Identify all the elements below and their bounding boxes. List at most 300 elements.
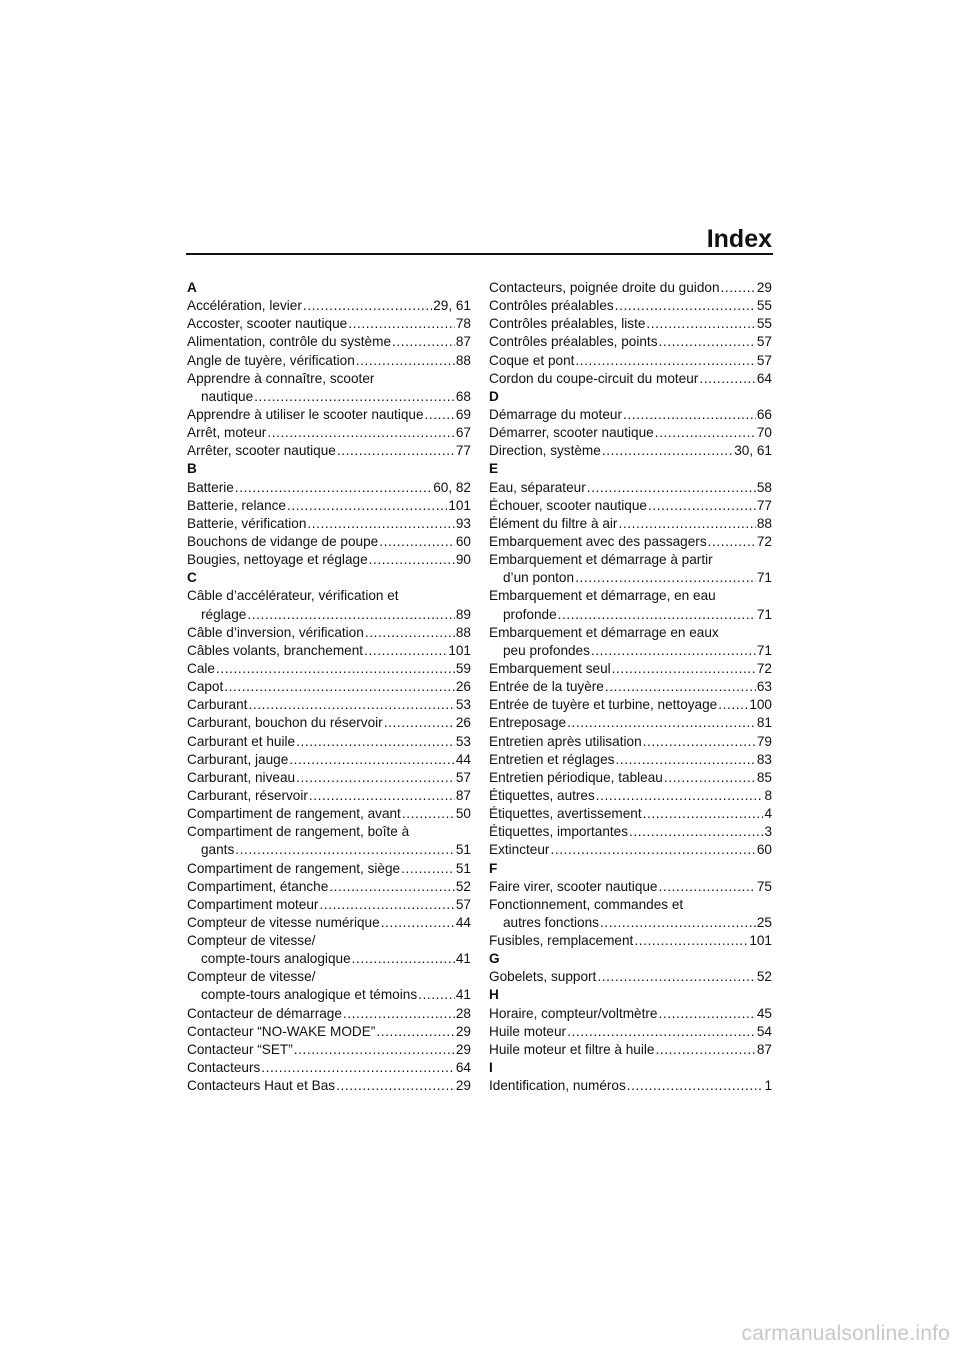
index-entry-label: Câble d’accélérateur, vérification et: [187, 588, 399, 604]
index-entry-label: réglage: [201, 606, 247, 622]
index-entry-label: Carburant, jauge: [187, 751, 289, 767]
index-letter-heading: E: [489, 461, 499, 477]
index-entry-pages: 52: [756, 969, 772, 985]
index-entry: [187, 714, 471, 732]
index-entry-label: Faire virer, scooter nautique: [489, 878, 658, 894]
index-entry-pages: 59: [455, 660, 471, 676]
index-entry-pages: 52: [455, 878, 471, 894]
dot-leader: [247, 606, 455, 624]
dot-leader: [364, 642, 447, 660]
index-entry-pages: 64: [455, 1060, 471, 1076]
index-entry-pages: 90: [455, 552, 471, 568]
dot-leader: [629, 823, 763, 841]
index-entry-pages: 51: [455, 842, 471, 858]
index-entry: [187, 878, 471, 896]
index-entry: [187, 823, 471, 859]
dot-leader: [348, 315, 455, 333]
index-entry: [489, 497, 772, 515]
index-entry-pages: 53: [455, 733, 471, 749]
index-entry-label: Apprendre à connaître, scooter: [187, 370, 375, 386]
dot-leader: [402, 805, 455, 823]
dot-leader: [356, 352, 455, 370]
index-entry-pages: 30, 61: [734, 443, 772, 459]
index-entry: [187, 696, 471, 714]
dot-leader: [567, 1023, 756, 1041]
dot-leader: [336, 1077, 455, 1095]
dot-leader: [294, 1041, 455, 1059]
index-letter-heading: I: [489, 1060, 493, 1076]
index-entry-label: Embarquement et démarrage, en eau: [489, 588, 716, 604]
dot-leader: [718, 696, 748, 714]
dot-leader: [591, 642, 756, 660]
index-entry: [489, 333, 772, 351]
dot-leader: [296, 769, 455, 787]
index-entry-label: Compartiment de rangement, siège: [187, 860, 401, 876]
index-entry-label: Batterie, relance: [187, 497, 286, 513]
index-entry: [187, 1041, 471, 1059]
index-entry-pages: 101: [749, 933, 772, 949]
index-entry: [187, 624, 471, 642]
index-entry-pages: 60, 82: [433, 479, 471, 495]
index-entry: [187, 1059, 471, 1077]
index-entry-pages: 79: [756, 733, 772, 749]
index-entry-label: Horaire, compteur/voltmètre: [489, 1005, 658, 1021]
index-entry: [489, 805, 772, 823]
index-entry: [489, 1077, 772, 1095]
dot-leader: [379, 533, 455, 551]
dot-leader: [329, 878, 455, 896]
index-entry-pages: 57: [756, 334, 772, 350]
index-entry-label: Compartiment, étanche: [187, 878, 329, 894]
index-entry-pages: 51: [455, 860, 471, 876]
index-entry-label: d’un ponton: [503, 570, 575, 586]
index-entry-pages: 71: [756, 606, 772, 622]
index-entry-pages: 29, 61: [433, 298, 471, 314]
index-entry: [489, 841, 772, 859]
dot-leader: [708, 533, 756, 551]
index-entry: [187, 315, 471, 333]
index-entry: [489, 624, 772, 660]
index-entry-pages: 87: [455, 334, 471, 350]
index-entry-label: Câble d’inversion, vérification: [187, 624, 364, 640]
dot-leader: [567, 714, 756, 732]
index-entry-label: Compartiment de rangement, boîte à: [187, 824, 410, 840]
index-entry-label: Fusibles, remplacement: [489, 933, 634, 949]
dot-leader: [627, 1077, 764, 1095]
index-entry-label: Contacteurs: [187, 1060, 261, 1076]
index-entry-pages: 26: [455, 679, 471, 695]
index-entry-label: Cordon du coupe-circuit du moteur: [489, 370, 699, 386]
index-entry-label: Batterie, vérification: [187, 515, 307, 531]
index-entry-label: Compartiment de rangement, avant: [187, 806, 401, 822]
index-entry: [489, 696, 772, 714]
index-entry-label: Échouer, scooter nautique: [489, 497, 647, 513]
index-letter-heading: G: [489, 951, 500, 967]
index-entry-label: Carburant et huile: [187, 733, 296, 749]
index-entry-label: Compartiment moteur: [187, 896, 319, 912]
index-entry: [187, 406, 471, 424]
index-entry: [489, 660, 772, 678]
index-entry: [489, 769, 772, 787]
dot-leader: [634, 932, 748, 950]
index-entry-pages: 77: [756, 497, 772, 513]
dot-leader: [618, 515, 755, 533]
index-entry-pages: 57: [455, 769, 471, 785]
dot-leader: [392, 333, 455, 351]
index-entry: [489, 932, 772, 950]
index-entry: [489, 424, 772, 442]
index-entry: [187, 352, 471, 370]
index-entry-pages: 50: [455, 806, 471, 822]
index-entry-label: Compteur de vitesse/: [187, 933, 316, 949]
index-entry-pages: 81: [756, 715, 772, 731]
index-entry: [187, 805, 471, 823]
index-entry-pages: 4: [764, 806, 772, 822]
index-entry-label: Contacteur “NO-WAKE MODE”: [187, 1023, 376, 1039]
dot-leader: [224, 678, 455, 696]
index-entry: [489, 297, 772, 315]
index-entry-label: autres fonctions: [503, 914, 599, 930]
dot-leader: [365, 624, 455, 642]
index-entry: [489, 533, 772, 551]
index-letter-heading: A: [187, 280, 197, 295]
index-entry-pages: 72: [756, 533, 772, 549]
index-entry-label: Contrôles préalables, liste: [489, 316, 646, 332]
index-entry-pages: 41: [455, 951, 471, 967]
index-entry-pages: 71: [756, 642, 772, 658]
index-entry-label: Arrêt, moteur: [187, 425, 267, 441]
index-entry-pages: 100: [749, 697, 772, 713]
index-entry: [187, 1023, 471, 1041]
index-letter-heading: D: [489, 388, 499, 404]
index-entry-label: Coque et pont: [489, 352, 575, 368]
dot-leader: [623, 406, 756, 424]
index-entry-pages: 25: [756, 914, 772, 930]
index-entry-pages: 53: [455, 697, 471, 713]
dot-leader: [235, 479, 432, 497]
index-entry-pages: 63: [756, 679, 772, 695]
index-entry: [187, 587, 471, 623]
index-entry: [187, 333, 471, 351]
index-entry-label: nautique: [201, 388, 254, 404]
index-column-right: [489, 279, 772, 1095]
index-entry-pages: 85: [756, 769, 772, 785]
index-entry-label: gants: [201, 842, 235, 858]
dot-leader: [287, 497, 447, 515]
index-entry-label: Bougies, nettoyage et réglage: [187, 552, 368, 568]
dot-leader: [216, 660, 455, 678]
index-entry-label: Contacteur “SET”: [187, 1041, 293, 1057]
index-entry-pages: 71: [756, 570, 772, 586]
index-entry-pages: 28: [455, 1005, 471, 1021]
dot-leader: [309, 787, 455, 805]
dot-leader: [369, 551, 455, 569]
index-entry-pages: 55: [756, 298, 772, 314]
index-entry: [187, 896, 471, 914]
index-entry: [187, 860, 471, 878]
index-entry-pages: 29: [756, 280, 772, 295]
index-letter-heading: H: [489, 987, 499, 1003]
index-entry-label: Entretien et réglages: [489, 751, 615, 767]
index-entry-label: Entretien après utilisation: [489, 733, 642, 749]
index-entry-label: Bouchons de vidange de poupe: [187, 533, 379, 549]
dot-leader: [721, 279, 756, 297]
index-entry: [187, 297, 471, 315]
index-entry-label: Démarrer, scooter nautique: [489, 425, 654, 441]
dot-leader: [659, 333, 756, 351]
dot-leader: [648, 497, 756, 515]
index-entry-label: Étiquettes, avertissement: [489, 806, 642, 822]
index-entry-label: Entrée de la tuyère: [489, 679, 604, 695]
index-entry: [489, 515, 772, 533]
index-entry: [489, 751, 772, 769]
dot-leader: [296, 733, 455, 751]
dot-leader: [352, 950, 455, 968]
dot-leader: [699, 370, 756, 388]
index-entry-pages: 70: [756, 425, 772, 441]
dot-leader: [261, 1059, 455, 1077]
index-entry: [489, 878, 772, 896]
index-entry: [489, 370, 772, 388]
index-entry-label: Huile moteur: [489, 1023, 567, 1039]
dot-leader: [587, 479, 756, 497]
index-entry-pages: 41: [455, 987, 471, 1003]
index-entry: [489, 1041, 772, 1059]
index-entry-pages: 8: [764, 787, 772, 803]
index-entry-label: Embarquement et démarrage en eaux: [489, 624, 719, 640]
dot-leader: [558, 606, 756, 624]
dot-leader: [615, 751, 755, 769]
index-entry-label: Gobelets, support: [489, 969, 597, 985]
index-entry-label: Cale: [187, 660, 215, 676]
index-entry-label: Apprendre à utiliser le scooter nautique: [187, 406, 424, 422]
index-entry-pages: 66: [756, 406, 772, 422]
index-entry: [489, 1023, 772, 1041]
index-entry: [489, 587, 772, 623]
dot-leader: [664, 769, 756, 787]
index-entry-label: Eau, séparateur: [489, 479, 586, 495]
index-entry-label: Carburant, réservoir: [187, 787, 308, 803]
watermark: carmanualsonline.info: [741, 1322, 950, 1345]
index-entry: [489, 479, 772, 497]
index-entry: [187, 424, 471, 442]
index-entry-pages: 26: [455, 715, 471, 731]
index-entry-pages: 54: [756, 1023, 772, 1039]
dot-leader: [615, 297, 756, 315]
index-entry-pages: 45: [756, 1005, 772, 1021]
index-letter-heading: B: [187, 461, 197, 477]
index-entry-pages: 69: [455, 406, 471, 422]
index-entry: [489, 442, 772, 460]
index-entry-pages: 60: [756, 842, 772, 858]
index-entry: [489, 406, 772, 424]
index-entry-pages: 68: [455, 388, 471, 404]
index-entry-label: profonde: [503, 606, 557, 622]
index-entry-pages: 60: [455, 533, 471, 549]
dot-leader: [384, 714, 455, 732]
dot-leader: [605, 678, 756, 696]
index-entry-label: Accoster, scooter nautique: [187, 316, 348, 332]
index-entry-pages: 29: [455, 1078, 471, 1094]
dot-leader: [343, 1005, 455, 1023]
dot-leader: [425, 406, 455, 424]
index-entry: [187, 968, 471, 1004]
index-entry: [187, 442, 471, 460]
dot-leader: [643, 733, 756, 751]
index-entry-label: Contrôles préalables, points: [489, 334, 658, 350]
dot-leader: [655, 1041, 755, 1059]
index-entry-label: Huile moteur et filtre à huile: [489, 1041, 655, 1057]
dot-leader: [248, 696, 454, 714]
dot-leader: [376, 1023, 455, 1041]
index-entry-label: Embarquement et démarrage à partir: [489, 552, 713, 568]
page-title: Index: [706, 225, 772, 253]
index-entry: [187, 1077, 471, 1095]
index-letter-heading: F: [489, 860, 498, 876]
dot-leader: [643, 805, 764, 823]
dot-leader: [612, 660, 756, 678]
index-entry-label: compte-tours analogique: [201, 951, 351, 967]
index-entry: [187, 497, 471, 515]
index-entry: [187, 932, 471, 968]
index-entry-pages: 87: [455, 787, 471, 803]
index-entry-pages: 58: [756, 479, 772, 495]
index-entry-label: Identification, numéros: [489, 1078, 626, 1094]
index-entry: [187, 533, 471, 551]
index-entry-pages: 83: [756, 751, 772, 767]
index-entry: [489, 787, 772, 805]
dot-leader: [596, 787, 764, 805]
index-entry: [187, 642, 471, 660]
index-entry-label: Compteur de vitesse/: [187, 969, 316, 985]
dot-leader: [597, 968, 756, 986]
index-entry-pages: 78: [455, 316, 471, 332]
index-entry-label: Arrêter, scooter nautique: [187, 443, 336, 459]
index-entry-label: Câbles volants, branchement: [187, 642, 364, 658]
index-entry-pages: 57: [756, 352, 772, 368]
index-entry-pages: 72: [756, 660, 772, 676]
index-entry-pages: 44: [455, 914, 471, 930]
index-entry: [489, 678, 772, 696]
index-letter-heading: C: [187, 570, 197, 586]
index-entry-label: Étiquettes, importantes: [489, 824, 629, 840]
index-entry: [489, 823, 772, 841]
dot-leader: [602, 442, 733, 460]
index-entry: [187, 515, 471, 533]
index-entry-label: Direction, système: [489, 443, 601, 459]
index-entry-pages: 67: [455, 425, 471, 441]
index-entry-pages: 88: [455, 624, 471, 640]
index-entry: [187, 479, 471, 497]
index-entry-pages: 101: [448, 642, 471, 658]
index-entry-label: Contacteurs Haut et Bas: [187, 1078, 336, 1094]
index-entry-label: Carburant: [187, 697, 248, 713]
index-column-left: [187, 279, 471, 1095]
index-entry: [187, 370, 471, 406]
index-entry: [187, 678, 471, 696]
index-entry: [187, 751, 471, 769]
dot-leader: [658, 1005, 755, 1023]
index-entry-pages: 77: [455, 443, 471, 459]
index-entry: [489, 352, 772, 370]
index-entry-label: Carburant, niveau: [187, 769, 296, 785]
dot-leader: [381, 914, 455, 932]
index-entry-pages: 93: [455, 515, 471, 531]
index-entry-label: Élément du filtre à air: [489, 515, 618, 531]
index-entry: [489, 733, 772, 751]
index-entry: [187, 660, 471, 678]
index-entry: [187, 1005, 471, 1023]
index-entry-label: Entreposage: [489, 715, 567, 731]
index-entry: [489, 551, 772, 587]
index-entry: [489, 714, 772, 732]
index-entry-pages: 88: [455, 352, 471, 368]
index-entry: [187, 769, 471, 787]
index-entry-pages: 29: [455, 1041, 471, 1057]
dot-leader: [254, 388, 455, 406]
dot-leader: [303, 297, 432, 315]
dot-leader: [575, 352, 755, 370]
index-entry-label: Démarrage du moteur: [489, 406, 622, 422]
dot-leader: [307, 515, 454, 533]
index-entry: [489, 896, 772, 932]
index-entry-label: Alimentation, contrôle du système: [187, 334, 392, 350]
index-entry-label: Accélération, levier: [187, 298, 302, 314]
index-entry: [489, 1005, 772, 1023]
dot-leader: [289, 751, 455, 769]
index-entry: [187, 551, 471, 569]
title-rule: [186, 253, 773, 255]
index-entry-label: Embarquement avec des passagers: [489, 533, 707, 549]
dot-leader: [401, 860, 455, 878]
index-entry-label: compte-tours analogique et témoins: [201, 987, 418, 1003]
index-entry-label: Contacteurs, poignée droite du guidon: [489, 280, 720, 295]
dot-leader: [418, 986, 455, 1004]
index-entry-label: Carburant, bouchon du réservoir: [187, 715, 383, 731]
index-entry: [187, 733, 471, 751]
index-entry-pages: 3: [764, 824, 772, 840]
index-entry-label: Étiquettes, autres: [489, 787, 595, 803]
index-entry-label: Entrée de tuyère et turbine, nettoyage: [489, 697, 718, 713]
dot-leader: [655, 424, 756, 442]
index-entry-pages: 64: [756, 370, 772, 386]
index-entry-label: Entretien périodique, tableau: [489, 769, 663, 785]
dot-leader: [319, 896, 454, 914]
index-entry: [187, 787, 471, 805]
index-entry-pages: 89: [455, 606, 471, 622]
index-entry-pages: 55: [756, 316, 772, 332]
index-entry-pages: 75: [756, 878, 772, 894]
dot-leader: [267, 424, 455, 442]
index-entry-label: Contrôles préalables: [489, 298, 614, 314]
dot-leader: [550, 841, 755, 859]
index-entry-pages: 101: [448, 497, 471, 513]
index-entry-pages: 44: [455, 751, 471, 767]
index-entry-label: Batterie: [187, 479, 234, 495]
index-entry-label: Compteur de vitesse numérique: [187, 914, 380, 930]
dot-leader: [646, 315, 755, 333]
index-entry: [489, 968, 772, 986]
index-entry: [489, 279, 772, 297]
dot-leader: [600, 914, 756, 932]
index-entry-pages: 88: [756, 515, 772, 531]
index-entry-label: Embarquement seul: [489, 660, 611, 676]
index-entry-label: Fonctionnement, commandes et: [489, 896, 684, 912]
dot-leader: [235, 841, 455, 859]
index-entry-label: Angle de tuyère, vérification: [187, 352, 355, 368]
index-entry-label: Capot: [187, 679, 224, 695]
dot-leader: [337, 442, 455, 460]
